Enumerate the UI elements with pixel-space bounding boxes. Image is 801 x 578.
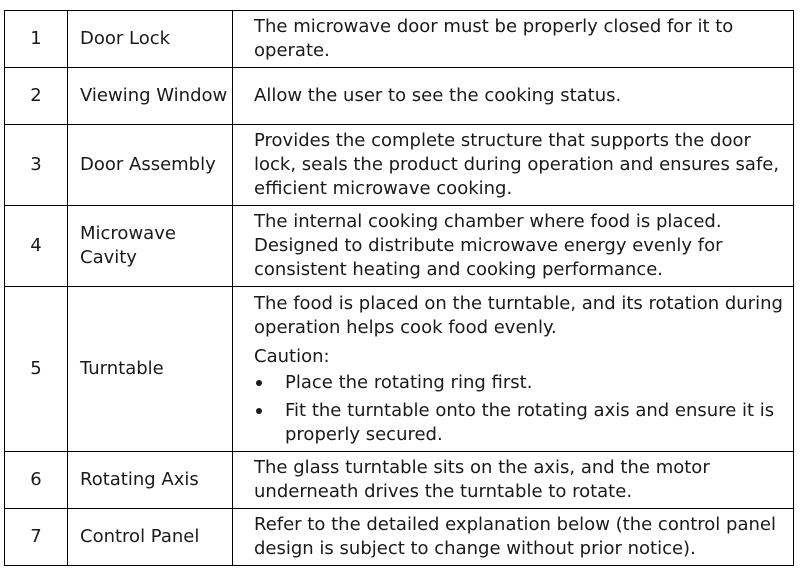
part-number: 7	[5, 509, 68, 566]
part-number: 3	[5, 125, 68, 206]
part-name: Viewing Window	[68, 68, 233, 125]
part-description: Allow the user to see the cooking status.	[233, 68, 794, 125]
table-row	[5, 452, 794, 509]
part-number: 5	[5, 287, 68, 452]
part-name: Microwave Cavity	[68, 206, 233, 287]
caution-item	[254, 399, 783, 447]
caution-item-text: Place the rotating ring first.	[285, 371, 533, 393]
part-name: Door Lock	[68, 11, 233, 68]
caution-item	[254, 371, 783, 395]
bullet-icon	[256, 380, 262, 386]
part-number: 4	[5, 206, 68, 287]
part-name: Control Panel	[68, 509, 233, 566]
table-row	[5, 11, 794, 68]
part-number: 2	[5, 68, 68, 125]
part-description: The glass turntable sits on the axis, and the motor underneath drives the turntable to rotate.	[233, 452, 794, 509]
parts-table	[4, 10, 794, 566]
part-description: Refer to the detailed explanation below (the control panel design is subject to change without prior notice).	[233, 509, 794, 566]
part-description: The internal cooking chamber where food is placed. Designed to distribute microwave energy evenly for consistent heating and cooking performance.	[233, 206, 794, 287]
turntable-description: The food is placed on the turntable, and its rotation during operation helps cook food evenly.	[254, 292, 783, 338]
bullet-icon	[256, 408, 262, 414]
table-row	[5, 509, 794, 566]
part-name: Rotating Axis	[68, 452, 233, 509]
table-row	[5, 68, 794, 125]
part-name: Turntable	[68, 287, 233, 452]
table-row	[5, 206, 794, 287]
part-description: Provides the complete structure that supports the door lock, seals the product during operation and ensures safe, efficient microwave cooking.	[233, 125, 794, 206]
part-number: 1	[5, 11, 68, 68]
part-description: The microwave door must be properly closed for it to operate.	[233, 11, 794, 68]
part-name: Door Assembly	[68, 125, 233, 206]
caution-item-text: Fit the turntable onto the rotating axis and ensure it is properly secured.	[285, 399, 775, 445]
caution-label: Caution:	[254, 345, 330, 367]
caution-list	[254, 371, 783, 447]
part-description	[233, 287, 794, 452]
table-row	[5, 287, 794, 452]
table-row	[5, 125, 794, 206]
part-number: 6	[5, 452, 68, 509]
